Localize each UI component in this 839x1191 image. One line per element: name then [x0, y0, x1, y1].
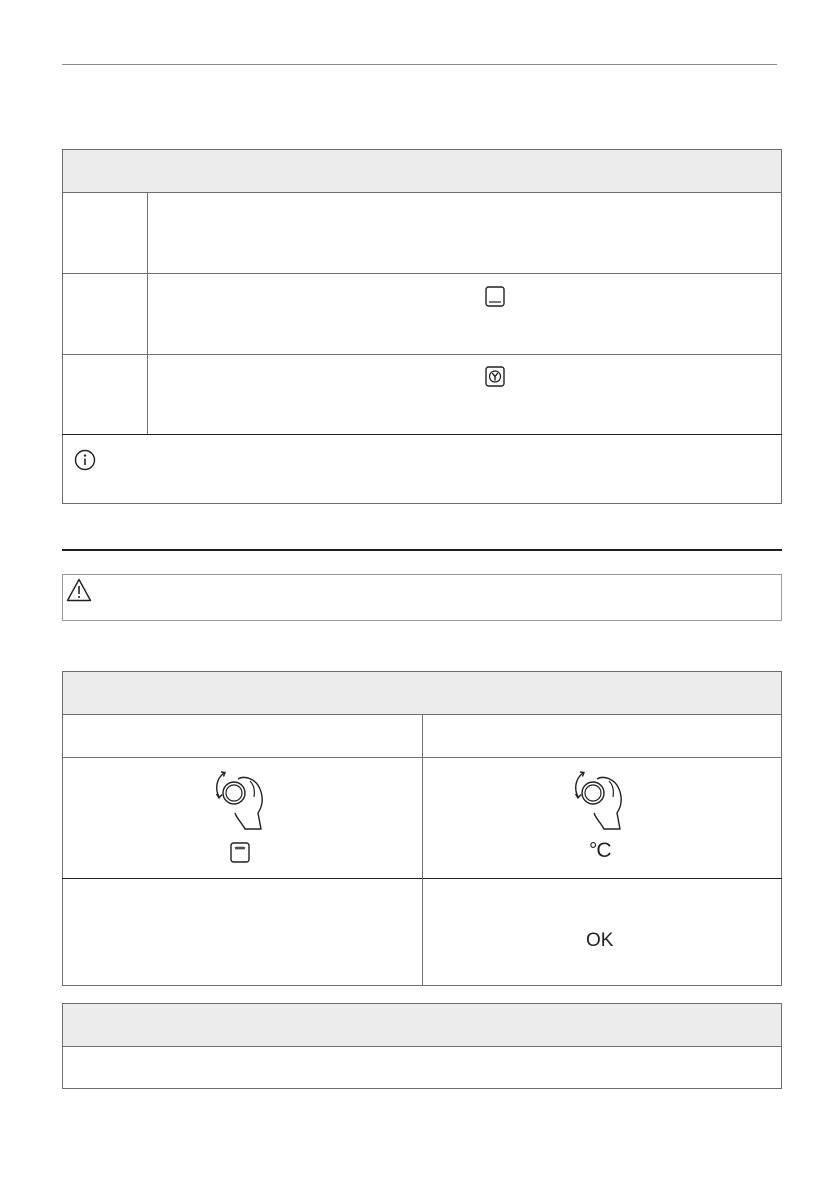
ok-button-label: OK	[586, 930, 614, 951]
bottom-table-header	[63, 1004, 781, 1046]
row-divider	[62, 354, 782, 355]
warning-box	[62, 574, 782, 621]
temperature-icon: °C	[589, 839, 611, 862]
steps-table-header	[63, 672, 781, 714]
row-divider	[62, 1046, 782, 1047]
page-header-rule	[62, 64, 777, 65]
knob-turn-hand-icon	[212, 767, 266, 831]
row-divider	[62, 273, 782, 274]
heating-function-icon	[230, 842, 250, 863]
knob-turn-hand-icon	[571, 767, 625, 831]
row-divider	[62, 192, 782, 193]
warning-triangle-icon	[66, 578, 92, 602]
options-table-header	[63, 150, 781, 192]
oven-top-heat-icon	[485, 286, 505, 307]
column-divider	[422, 714, 423, 986]
info-icon	[74, 449, 96, 471]
fan-heat-icon	[485, 366, 505, 387]
note-divider	[62, 434, 782, 435]
column-divider	[147, 192, 148, 434]
section-rule	[62, 549, 782, 551]
options-table	[62, 149, 782, 504]
